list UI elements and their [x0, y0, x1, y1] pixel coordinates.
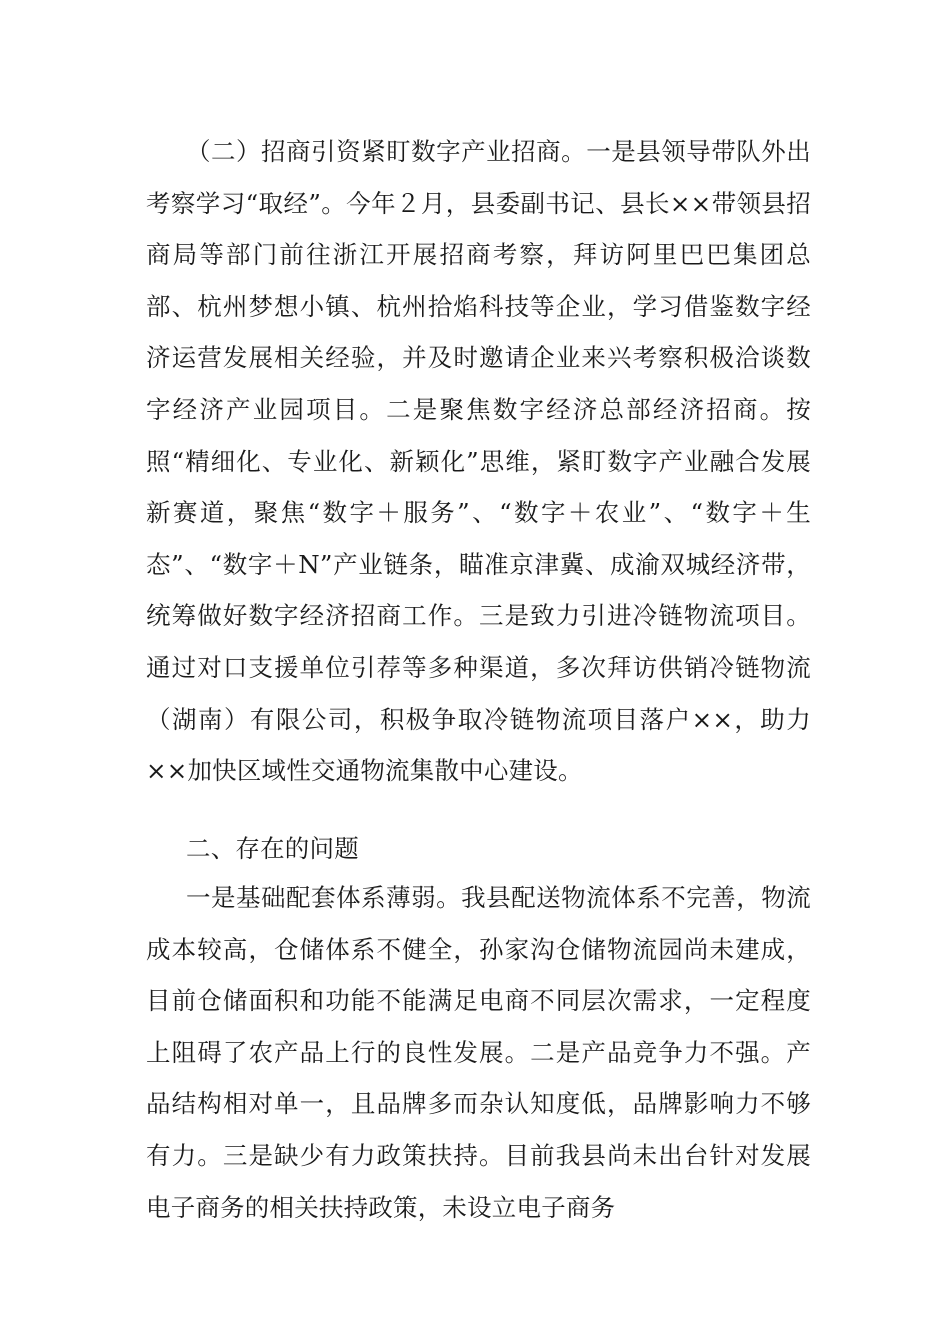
paragraph-text: （二）招商引资紧盯数字产业招商。一是县领导带队外出考察学习“取经”。今年２月，县委副书记、县长××带领县招商局等部门前往浙江开展招商考察，拜访阿里巴巴集团总部、杭州梦想小镇、杭州拾焰科技等企业，学习借鉴数字经济运营发展相关经验，并及时邀请企业来兴考察积极洽谈数字经济产业园项目。二是聚焦数字经济总部经济招商。按照“精细化、专业化、新颖化”思维，紧盯数字产业融合发展新赛道，聚焦“数字＋服务”、“数字＋农业”、“数字＋生态”、“数字＋N”产业链条，瞄准京津冀、成渝双城经济带，统筹做好数字经济招商工作。三是致力引进冷链物流项目。通过对口支援单位引荐等多种渠道，多次拜访供销冷链物流（湖南）有限公司，积极争取冷链物流项目落户××，助力××加快区域性交通物流集散中心建设。 [146, 137, 811, 786]
body-paragraph-investment [146, 126, 811, 797]
paragraph-text: 一是基础配套体系薄弱。我县配送物流体系不完善，物流成本较高，仓储体系不健全，孙家沟仓储物流园尚未建成，目前仓储面积和功能不能满足电商不同层次需求，一定程度上阻碍了农产品上行的良性发展。二是产品竞争力不强。产品结构相对单一，且品牌多而杂认知度低，品牌影响力不够有力。三是缺少有力政策扶持。目前我县尚未出台针对发展电子商务的相关扶持政策，未设立电子商务 [146, 883, 811, 1222]
body-paragraph-problems [146, 872, 811, 1233]
section-heading [146, 823, 811, 875]
section-heading-text: 二、存在的问题 [186, 834, 359, 863]
